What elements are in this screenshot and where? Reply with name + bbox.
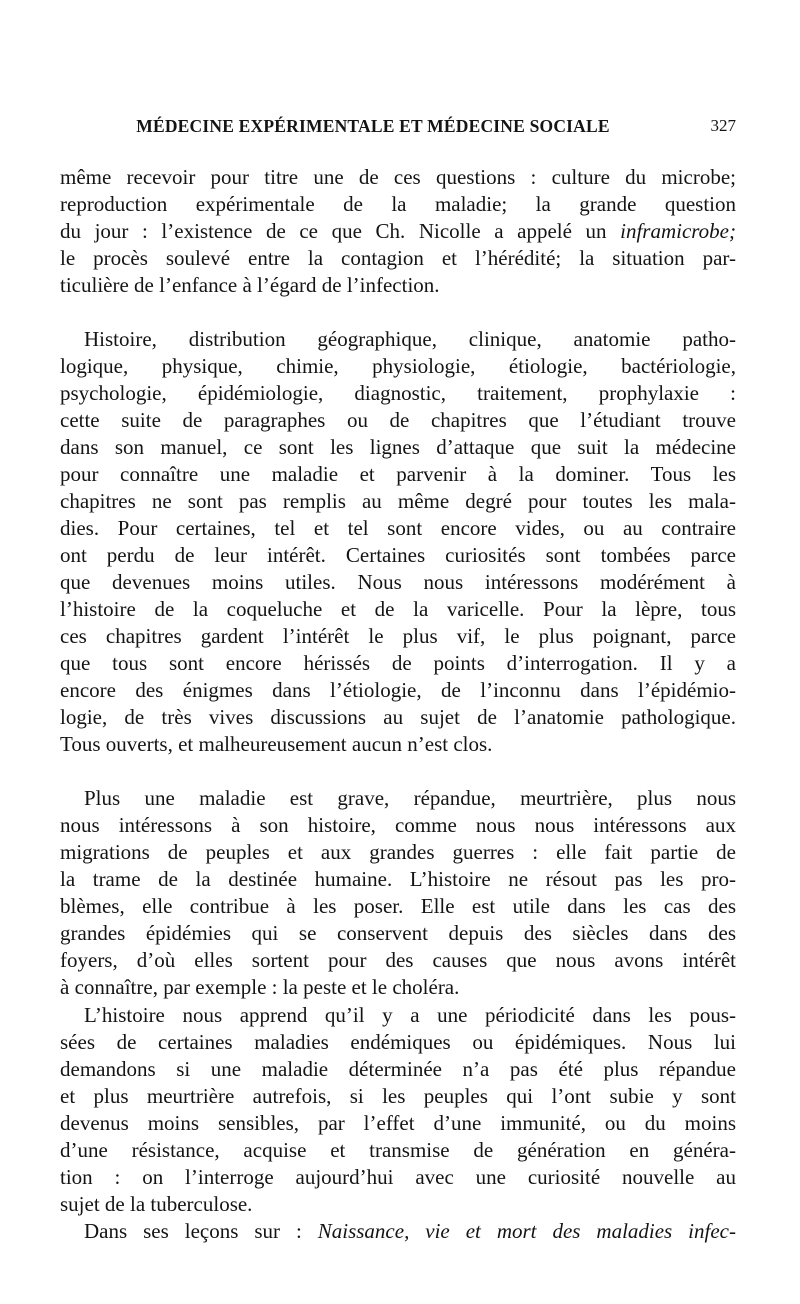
paragraph-1-line-2: reproduction expérimentale de la maladie; la grande question (60, 192, 736, 216)
paragraph-2-line-9: ont perdu de leur intérêt. Certaines curiosités sont tombées parce (60, 543, 736, 567)
paragraph-3-line-6: grandes épidémies qui se conservent depuis des siècles dans des (60, 921, 736, 945)
paragraph-4-line-6: d’une résistance, acquise et transmise de génération en généra- (60, 1138, 736, 1162)
paragraph-4-line-2: sées de certaines maladies endémiques ou épidémiques. Nous lui (60, 1030, 736, 1054)
paragraph-1-line-3-text: du jour : l’existence de ce que Ch. Nicolle a appelé un (60, 219, 621, 243)
paragraph-3-line-3: migrations de peuples et aux grandes guerres : elle fait partie de (60, 840, 736, 864)
paragraph-2-line-15: logie, de très vives discussions au sujet de l’anatomie pathologique. (60, 705, 736, 729)
paragraph-2-line-1: Histoire, distribution géographique, clinique, anatomie patho- (84, 327, 736, 351)
paragraph-2-line-7: chapitres ne sont pas remplis au même degré pour toutes les mala- (60, 489, 736, 513)
paragraph-2-line-12: ces chapitres gardent l’intérêt le plus vif, le plus poignant, parce (60, 624, 736, 648)
paragraph-4-line-7: tion : on l’interroge aujourd’hui avec une curiosité nouvelle au (60, 1165, 736, 1189)
paragraph-2-line-6: pour connaître une maladie et parvenir à la dominer. Tous les (60, 462, 736, 486)
paragraph-1-line-1: même recevoir pour titre une de ces questions : culture du microbe; (60, 165, 736, 189)
paragraph-1-line-3 (60, 218, 736, 244)
paragraph-1-line-4: le procès soulevé entre la contagion et l’hérédité; la situation par- (60, 246, 736, 270)
paragraph-2-line-10: que devenues moins utiles. Nous nous intéressons modérément à (60, 570, 736, 594)
paragraph-1-line-3-italic: inframicrobe; (620, 219, 736, 243)
paragraph-3-line-2: nous intéressons à son histoire, comme nous nous intéressons aux (60, 813, 736, 837)
page-header (60, 116, 736, 140)
paragraph-4-line-4: et plus meurtrière autrefois, si les peuples qui l’ont subie y sont (60, 1084, 736, 1108)
paragraph-2-line-8: dies. Pour certaines, tel et tel sont encore vides, ou au contraire (60, 516, 736, 540)
paragraph-5-line-1-text: Dans ses leçons sur : (84, 1219, 318, 1243)
paragraph-4-line-3: demandons si une maladie déterminée n’a pas été plus répandue (60, 1057, 736, 1081)
paragraph-2-line-13: que tous sont encore hérissés de points d’interrogation. Il y a (60, 651, 736, 675)
paragraph-1-line-5: ticulière de l’enfance à l’égard de l’infection. (60, 273, 440, 297)
paragraph-3-line-8: à connaître, par exemple : la peste et le choléra. (60, 975, 460, 999)
paragraph-5-line-1 (84, 1218, 736, 1244)
paragraph-2-line-3: psychologie, épidémiologie, diagnostic, traitement, prophylaxie : (60, 381, 736, 405)
paragraph-3-line-5: blèmes, elle contribue à les poser. Elle est utile dans les cas des (60, 894, 736, 918)
running-title: MÉDECINE EXPÉRIMENTALE ET MÉDECINE SOCIALE (136, 116, 610, 136)
paragraph-5-line-1-italic: Naissance, vie et mort des maladies infec- (317, 1219, 736, 1243)
page-number: 327 (710, 116, 736, 135)
paragraph-4-line-8: sujet de la tuberculose. (60, 1192, 253, 1216)
paragraph-2-line-11: l’histoire de la coqueluche et de la varicelle. Pour la lèpre, tous (60, 597, 736, 621)
paragraph-3-line-4: la trame de la destinée humaine. L’histoire ne résout pas les pro- (60, 867, 736, 891)
paragraph-2-line-5: dans son manuel, ce sont les lignes d’attaque que suit la médecine (60, 435, 736, 459)
paragraph-3-line-7: foyers, d’où elles sortent pour des causes que nous avons intérêt (60, 948, 736, 972)
paragraph-4-line-1: L’histoire nous apprend qu’il y a une périodicité dans les pous- (84, 1003, 736, 1027)
paragraph-2-line-4: cette suite de paragraphes ou de chapitres que l’étudiant trouve (60, 408, 736, 432)
paragraph-3-line-1: Plus une maladie est grave, répandue, meurtrière, plus nous (84, 786, 736, 810)
paragraph-2-line-14: encore des énigmes dans l’étiologie, de l’inconnu dans l’épidémio- (60, 678, 736, 702)
paragraph-4-line-5: devenus moins sensibles, par l’effet d’une immunité, ou du moins (60, 1111, 736, 1135)
paragraph-2-line-2: logique, physique, chimie, physiologie, étiologie, bactériologie, (60, 354, 736, 378)
paragraph-2-line-16: Tous ouverts, et malheureusement aucun n’est clos. (60, 732, 493, 756)
